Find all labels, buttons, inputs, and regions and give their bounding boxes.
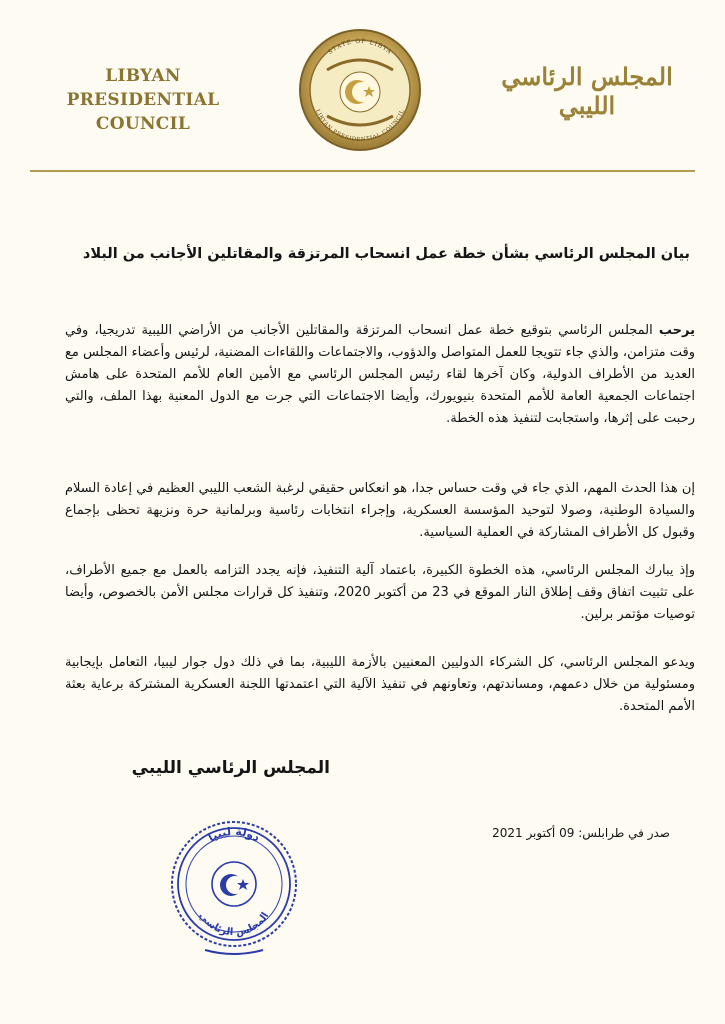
stamp-text-top: دولة ليبيا bbox=[205, 824, 263, 845]
state-seal-logo bbox=[297, 18, 423, 158]
paragraph-1 bbox=[65, 320, 695, 430]
seal-text-top: STATE OF LIBYA bbox=[326, 37, 394, 56]
paragraph-2-text: إن هذا الحدث المهم، الذي جاء في وقت حساس جدا، هو انعكاس حقيقي لرغبة الشعب الليبي العظيم في إعادة السلام والسيادة الوطنية، وصولا لتوحيد المؤسسة العسكرية، وإجراء انتخابات رئاسية وبرلمانية حرة ونزيهة تحظى بإجماع وقبول كل الأطراف المشاركة في العملية السياسية. bbox=[65, 481, 695, 540]
document-title: بيان المجلس الرئاسي بشأن خطة عمل انسحاب المرتزقة والمقاتلين الأجانب من البلاد bbox=[82, 246, 690, 262]
stamp-text-bottom: المجلس الرئاسي bbox=[196, 910, 272, 939]
paragraph-1-text: المجلس الرئاسي بتوقيع خطة عمل انسحاب المرتزقة والمقاتلين الأجانب من الأراضي الليبية تدريجيا، وفي وقت متزامن، والذي جاء تتويجا للعمل المتواصل والدؤوب، والاجتماعات واللقاءات المضنية، لرئيس وأعضاء المجلس مع العديد من الأطراف الدولية، وكان آخرها لقاء رئيس المجلس الرئاسي مع الأمين العام للأمم المتحدة على هامش اجتماعات الجمعية العامة للأمم المتحدة بنيويورك، وأيضا الاجتماعات التي جرت مع الدول المعنية بهذا الملف، والتي رحبت على إثرها، واستجابت لتنفيذ هذه الخطة. bbox=[64, 323, 695, 426]
signature: المجلس الرئاسي الليبي bbox=[131, 758, 330, 778]
paragraph-3 bbox=[65, 560, 695, 626]
paragraph-4-text: ويدعو المجلس الرئاسي، كل الشركاء الدوليين المعنيين بالأزمة الليبية، بما في ذلك دول جوار ليبيا، التعامل بإيجابية ومسئولية من خلال دعمهم، ومساندتهم، وتعاونهم في تنفيذ الآلية التي اعتمدتها اللجنة العسكرية المشتركة برعاية بعثة الأمم المتحدة. bbox=[65, 655, 695, 714]
paragraph-1-lead: يرحب bbox=[658, 323, 695, 338]
header-divider bbox=[30, 170, 695, 172]
header-arabic-name: المجلس الرئاسي الليبي bbox=[501, 62, 673, 120]
paragraph-3-text: وإذ يبارك المجلس الرئاسي، هذه الخطوة الكبيرة، باعتماد آلية التنفيذ، فإنه يجدد التزامه بالعمل مع جميع الأطراف، على تثبيت اتفاق وقف إطلاق النار الموقع في 23 من أكتوبر 2020، وتنفيذ كل قرارات مجلس الأمن بالخصوص، وأيضا توصيات مؤتمر برلين. bbox=[65, 563, 695, 622]
header-english-name: LIBYAN PRESIDENTIAL COUNCIL bbox=[66, 66, 220, 134]
paragraph-4 bbox=[65, 652, 695, 718]
official-stamp bbox=[165, 812, 303, 962]
paragraph-2 bbox=[65, 478, 695, 544]
dateline: صدر في طرابلس: 09 أكتوبر 2021 bbox=[492, 826, 670, 840]
svg-text:دولة ليبيا bbox=[206, 825, 263, 845]
seal-text-bottom: LIBYAN PRESIDENTIAL COUNCIL bbox=[313, 108, 407, 144]
